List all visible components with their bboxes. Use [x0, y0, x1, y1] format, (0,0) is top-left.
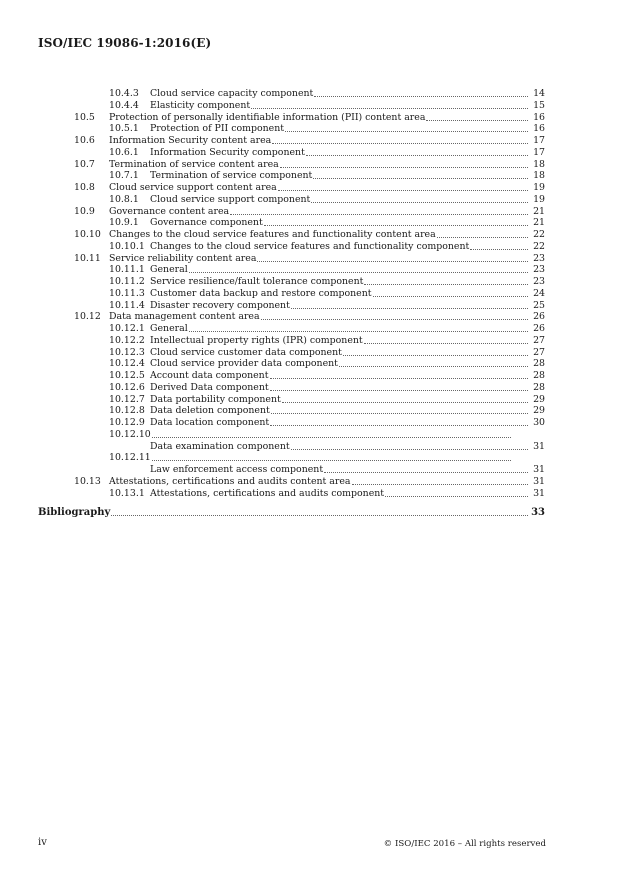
toc-entry-number: 10.6 [74, 135, 95, 146]
dot-leader [339, 366, 528, 367]
dot-leader [189, 331, 528, 332]
dot-leader [282, 402, 528, 403]
toc-entry-page: 31 [533, 440, 545, 452]
toc-entry-page: 21 [533, 205, 545, 217]
toc-entry-number: 10.11.2 [109, 276, 145, 287]
toc-entry-number: 10.12.4 [109, 358, 145, 370]
toc-entry-number: 10.12.3 [109, 346, 145, 358]
toc-entry[interactable] [109, 88, 545, 100]
toc-entry-page: 31 [533, 487, 545, 499]
toc-entry-title: Information Security component [150, 146, 305, 158]
toc-bibliography-entry[interactable] [38, 507, 545, 519]
toc-entry-number: 10.11.3 [109, 287, 145, 299]
toc-entry[interactable] [109, 300, 545, 312]
dot-leader [261, 319, 528, 320]
dot-leader [313, 178, 528, 179]
toc-entry-page: 28 [533, 370, 545, 381]
toc-entry-page: 29 [533, 393, 545, 405]
toc-entry-number: 10.12.7 [109, 393, 145, 405]
toc-entry-number: 10.12 [74, 311, 101, 323]
toc-entry[interactable] [109, 347, 545, 359]
toc-entry-page: 22 [533, 240, 545, 252]
toc-entry-title: Cloud service customer data component [150, 346, 342, 358]
toc-entry-page: 22 [533, 229, 545, 240]
toc-entry-page: 31 [533, 464, 545, 475]
toc-entry-title: Service reliability content area [109, 252, 257, 264]
dot-leader [291, 449, 528, 450]
toc-entry[interactable] [74, 206, 545, 218]
toc-entry[interactable] [150, 441, 545, 453]
toc-entry-number: 10.4.4 [109, 99, 139, 111]
toc-entry[interactable] [109, 429, 545, 441]
toc-entry-number: 10.7.1 [109, 170, 139, 182]
toc-entry-number: 10.11.4 [109, 299, 145, 311]
toc-entry-number: 10.4.3 [109, 88, 139, 99]
toc-entry[interactable] [74, 182, 545, 194]
toc-entry-page: 16 [533, 111, 545, 123]
dot-leader [306, 155, 528, 156]
toc-entry-page: 28 [533, 358, 545, 370]
toc-entry[interactable] [109, 241, 545, 253]
toc-entry[interactable] [109, 217, 545, 229]
toc-entry-title: Protection of PII component [150, 123, 285, 135]
toc-entry-number: 10.12.8 [109, 405, 145, 417]
toc-entry[interactable] [74, 311, 545, 323]
toc-entry-number: 10.12.1 [109, 323, 145, 334]
toc-entry-number: 10.12.10 [109, 428, 151, 440]
toc-entry-title: Data examination component [150, 440, 290, 452]
dot-leader [264, 225, 528, 226]
dot-leader [311, 202, 528, 203]
toc-entry[interactable] [109, 488, 545, 500]
toc-entry-page: 23 [533, 252, 545, 264]
dot-leader [364, 284, 528, 285]
toc-entry-title: Changes to the cloud service features and functionality content area [109, 229, 436, 240]
toc-entry[interactable] [109, 358, 545, 370]
toc-entry-title: Termination of service content area [109, 158, 279, 170]
toc-entry-title: Cloud service capacity component [150, 88, 314, 99]
toc-entry-title: Governance content area [109, 205, 230, 217]
toc-entry[interactable] [109, 194, 545, 206]
toc-entry-number: 10.13 [74, 475, 101, 487]
toc-entry-title: Elasticity component [150, 99, 251, 111]
toc-entry[interactable] [109, 264, 545, 276]
toc-entry[interactable] [109, 276, 545, 288]
toc-entry-number: 10.8.1 [109, 193, 139, 205]
toc-entry-number: 10.5 [74, 111, 95, 123]
dot-leader [285, 131, 528, 132]
toc-entry-number: 10.13.1 [109, 487, 145, 499]
toc-entry-title: Disaster recovery component [150, 299, 290, 311]
dot-leader [251, 108, 528, 109]
toc-entry[interactable] [109, 335, 545, 347]
toc-entry-page: 14 [533, 88, 545, 99]
toc-entry-title: Governance component [150, 217, 263, 229]
toc-entry-title: Cloud service provider data component [150, 358, 338, 370]
toc-entry-page: 31 [533, 475, 545, 487]
toc-entry[interactable] [150, 464, 545, 476]
toc-entry-title: Derived Data component [150, 381, 269, 393]
toc-entry-page: 19 [533, 182, 545, 193]
toc-entry[interactable] [74, 229, 545, 241]
dot-leader [270, 425, 528, 426]
toc-entry-page: 27 [533, 346, 545, 358]
toc-entry[interactable] [109, 147, 545, 159]
copyright-notice: © ISO/IEC 2016 – All rights reserved [383, 839, 546, 849]
dot-leader [189, 272, 528, 273]
dot-leader [385, 496, 528, 497]
dot-leader [291, 308, 528, 309]
toc-entry-number: 10.8 [74, 182, 95, 193]
dot-leader [270, 378, 529, 379]
toc-entry[interactable] [109, 417, 545, 429]
toc-entry-number: 10.12.9 [109, 417, 145, 428]
toc-entry-title: Data management content area [109, 311, 260, 323]
toc-entry-title: Information Security content area [109, 135, 272, 146]
dot-leader [271, 413, 528, 414]
dot-leader [364, 343, 528, 344]
toc-entry[interactable] [109, 382, 545, 394]
toc-entry[interactable] [109, 394, 545, 406]
dot-leader [152, 437, 511, 438]
toc-entry-title: Service resilience/fault tolerance component [150, 276, 364, 287]
toc-entry[interactable] [109, 170, 545, 182]
dot-leader [278, 190, 528, 191]
dot-leader [272, 143, 528, 144]
toc-entry-page: 26 [533, 323, 545, 334]
toc-entry[interactable] [109, 288, 545, 300]
toc-entry-number: 10.12.2 [109, 334, 145, 346]
toc-entry-number: 10.11.1 [109, 264, 145, 276]
toc-entry-title: Data location component [150, 417, 270, 428]
toc-entry-title: General [150, 323, 188, 334]
toc-entry-number: 10.12.5 [109, 370, 145, 381]
toc-entry-title: Termination of service component [150, 170, 313, 182]
toc-entry-page: 29 [533, 405, 545, 417]
toc-entry-page: 30 [533, 417, 545, 428]
toc-entry-title: Cloud service support component [150, 193, 311, 205]
toc-entry-number: 10.7 [74, 158, 95, 170]
toc-entry-number: 10.9.1 [109, 217, 139, 229]
dot-leader [470, 249, 528, 250]
toc-entry-title: Account data component [150, 370, 269, 381]
toc-entry-title: Bibliography [38, 507, 111, 519]
page-number: iv [38, 837, 47, 848]
toc-entry-number: 10.10.1 [109, 240, 145, 252]
toc-entry-number: 10.12.6 [109, 381, 145, 393]
toc-entry-title: Changes to the cloud service features and functionality component [150, 240, 470, 252]
toc-entry-page: 25 [533, 299, 545, 311]
toc-entry[interactable] [74, 112, 545, 124]
toc-entry-page: 17 [533, 146, 545, 158]
toc-entry[interactable] [109, 452, 545, 464]
toc-entry[interactable] [74, 253, 545, 265]
dot-leader [230, 214, 528, 215]
toc-entry-title: Attestations, certifications and audits content area [109, 475, 351, 487]
toc-entry-page: 15 [533, 99, 545, 111]
toc-entry-number: 10.11 [74, 252, 101, 264]
toc-entry[interactable] [109, 405, 545, 417]
dot-leader [324, 472, 528, 473]
dot-leader [352, 484, 529, 485]
toc-entry-number: 10.9 [74, 205, 95, 217]
toc-entry-title: Intellectual property rights (IPR) component [150, 334, 363, 346]
dot-leader [111, 515, 528, 516]
toc-entry[interactable] [74, 476, 545, 488]
toc-entry-page: 21 [533, 217, 545, 229]
toc-entry-page: 18 [533, 158, 545, 170]
toc-entry-page: 33 [531, 507, 545, 519]
toc-entry[interactable] [109, 123, 545, 135]
toc-entry-page: 23 [533, 264, 545, 276]
toc-entry-page: 24 [533, 287, 545, 299]
toc-entry[interactable] [109, 100, 545, 112]
dot-leader [152, 460, 511, 461]
toc-entry-title: Attestations, certifications and audits component [150, 487, 385, 499]
dot-leader [257, 261, 528, 262]
toc-entry-number: 10.12.11 [109, 452, 151, 464]
toc-entry-page: 19 [533, 193, 545, 205]
toc-entry-page: 16 [533, 123, 545, 135]
toc-entry-title: Law enforcement access component [150, 464, 324, 475]
dot-leader [270, 390, 528, 391]
dot-leader [437, 237, 528, 238]
toc-entry-page: 28 [533, 381, 545, 393]
toc-entry-number: 10.5.1 [109, 123, 139, 135]
toc-entry[interactable] [109, 370, 545, 382]
toc-entry-title: Cloud service support content area [109, 182, 277, 193]
toc-entry-title: Protection of personally identifiable information (PII) content area [109, 111, 426, 123]
toc-entry-title: Customer data backup and restore component [150, 287, 372, 299]
toc-entry[interactable] [74, 159, 545, 171]
dot-leader [314, 96, 528, 97]
toc-entry-number: 10.10 [74, 229, 101, 240]
toc-entry-title: Data portability component [150, 393, 281, 405]
toc-entry-page: 23 [533, 276, 545, 287]
dot-leader [280, 167, 528, 168]
dot-leader [373, 296, 529, 297]
dot-leader [426, 120, 528, 121]
toc-entry-title: Data deletion component [150, 405, 270, 417]
toc-entry[interactable] [74, 135, 545, 147]
document-id-header: ISO/IEC 19086-1:2016(E) [38, 36, 212, 50]
toc-entry-page: 18 [533, 170, 545, 182]
dot-leader [343, 355, 528, 356]
toc-entry[interactable] [109, 323, 545, 335]
toc-entry-page: 27 [533, 334, 545, 346]
toc-entry-title: General [150, 264, 188, 276]
toc-entry-number: 10.6.1 [109, 146, 139, 158]
toc-entry-page: 26 [533, 311, 545, 323]
toc-entry-page: 17 [533, 135, 545, 146]
